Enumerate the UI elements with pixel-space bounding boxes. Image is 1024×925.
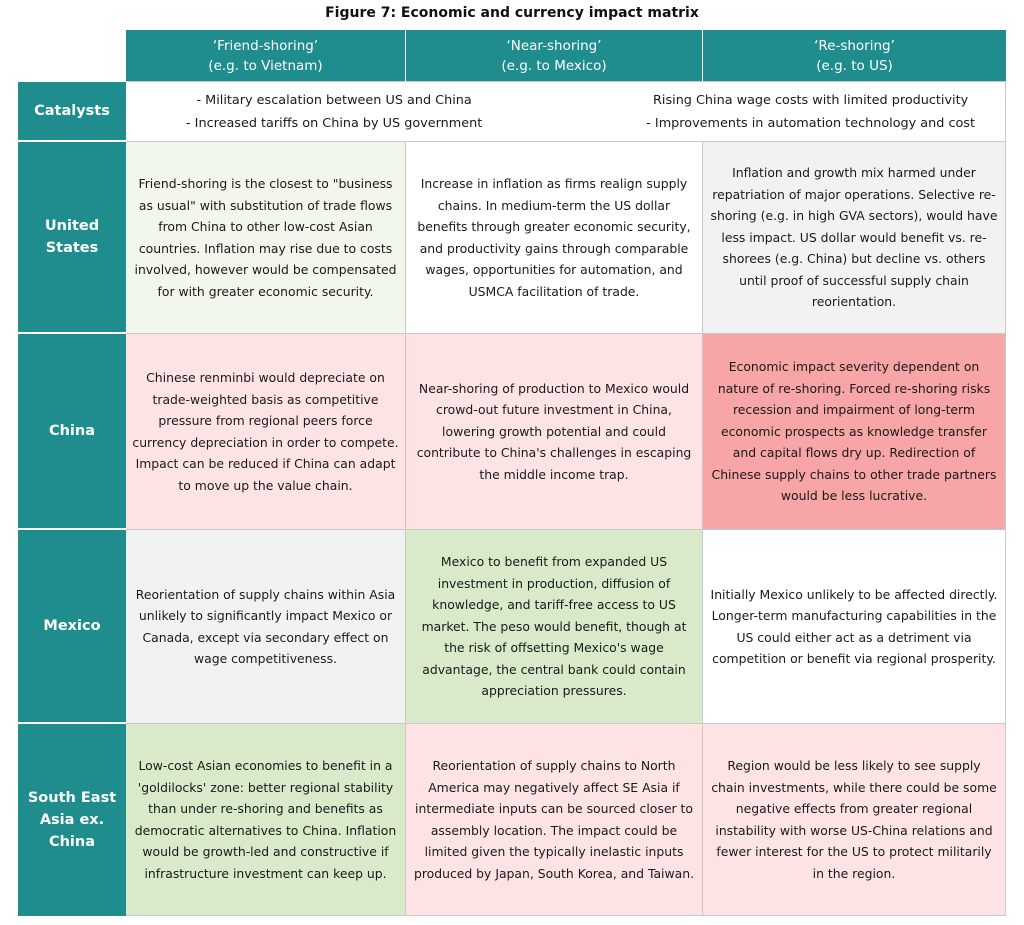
column-header-example: (e.g. to Vietnam) [208, 57, 323, 74]
impact-matrix [18, 30, 1006, 916]
row-header-united-states: United States [18, 142, 126, 334]
matrix-cell: Initially Mexico unlikely to be affected directly. Longer-term manufacturing capabilities in the US could either act as a detriment via competition or benefit via regional prosperity. [703, 530, 1006, 724]
column-header-near-shoring [406, 30, 703, 82]
matrix-cell: Economic impact severity dependent on nature of re-shoring. Forced re-shoring risks recession and impairment of long-term economic prospects as knowledge transfer and capital flows dry up. Redirection of Chinese supply chains to other trade partners would be less lucrative. [703, 334, 1006, 530]
matrix-cell: Reorientation of supply chains to North America may negatively affect SE Asia if intermediate inputs can be sourced closer to assembly location. The impact could be limited given the typically inelastic inputs produced by Japan, South Korea, and Taiwan. [406, 724, 703, 916]
catalyst-item: Rising China wage costs with limited productivity [653, 92, 969, 108]
catalysts-left [186, 89, 482, 135]
row-header-south-east-asia: South East Asia ex. China [18, 724, 126, 916]
matrix-cell: Chinese renminbi would depreciate on trade-weighted basis as competitive pressure from regional peers force currency depreciation in order to compete. Impact can be reduced if China can adapt to move up the value chain. [126, 334, 406, 530]
catalysts-cell [126, 82, 1006, 142]
row-header-mexico: Mexico [18, 530, 126, 724]
column-header-example: (e.g. to Mexico) [501, 57, 607, 74]
column-header-title: ‘Near-shoring’ [506, 37, 602, 54]
matrix-cell: Region would be less likely to see supply chain investments, while there could be some negative effects from greater regional instability with worse US-China relations and fewer interest for the US to protect militarily in the region. [703, 724, 1006, 916]
catalyst-item: - Improvements in automation technology and cost [646, 115, 975, 131]
matrix-cell: Increase in inflation as firms realign supply chains. In medium-term the US dollar benefits through greater economic security, and productivity gains through comparable wages, opportunities for automation, and USMCA facilitation of trade. [406, 142, 703, 334]
column-header-friend-shoring [126, 30, 406, 82]
matrix-cell: Reorientation of supply chains within Asia unlikely to significantly impact Mexico or Canada, except via secondary effect on wage competitiveness. [126, 530, 406, 724]
matrix-cell: Low-cost Asian economies to benefit in a 'goldilocks' zone: better regional stability than under re-shoring and benefits as democratic alternatives to China. Inflation would be growth-led and constructive if infrastructure investment can keep up. [126, 724, 406, 916]
figure-title: Figure 7: Economic and currency impact matrix [325, 5, 699, 21]
catalyst-item: - Military escalation between US and China [196, 92, 472, 108]
column-header-title: ‘Friend-shoring’ [212, 37, 319, 54]
corner-blank [18, 30, 126, 82]
matrix-cell: Near-shoring of production to Mexico would crowd-out future investment in China, lowering growth potential and could contribute to China's challenges in escaping the middle income trap. [406, 334, 703, 530]
column-header-example: (e.g. to US) [816, 57, 893, 74]
matrix-cell: Inflation and growth mix harmed under repatriation of major operations. Selective re-shoring (e.g. in high GVA sectors), would have less impact. US dollar would benefit vs. re-shorees (e.g. China) but decline vs. others until proof of successful supply chain reorientation. [703, 142, 1006, 334]
matrix-cell: Mexico to benefit from expanded US investment in production, diffusion of knowledge, and tariff-free access to US market. The peso would benefit, though at the risk of offsetting Mexico's wage advantage, the central bank could contain appreciation pressures. [406, 530, 703, 724]
catalysts-right [646, 89, 975, 135]
column-header-title: ‘Re-shoring’ [814, 37, 895, 54]
row-header-china: China [18, 334, 126, 530]
matrix-cell: Friend-shoring is the closest to "business as usual" with substitution of trade flows from China to other low-cost Asian countries. Inflation may rise due to costs involved, however would be compensated for with greater economic security. [126, 142, 406, 334]
column-header-re-shoring [703, 30, 1006, 82]
row-header-catalysts: Catalysts [18, 82, 126, 142]
catalyst-item: - Increased tariffs on China by US government [186, 115, 483, 131]
